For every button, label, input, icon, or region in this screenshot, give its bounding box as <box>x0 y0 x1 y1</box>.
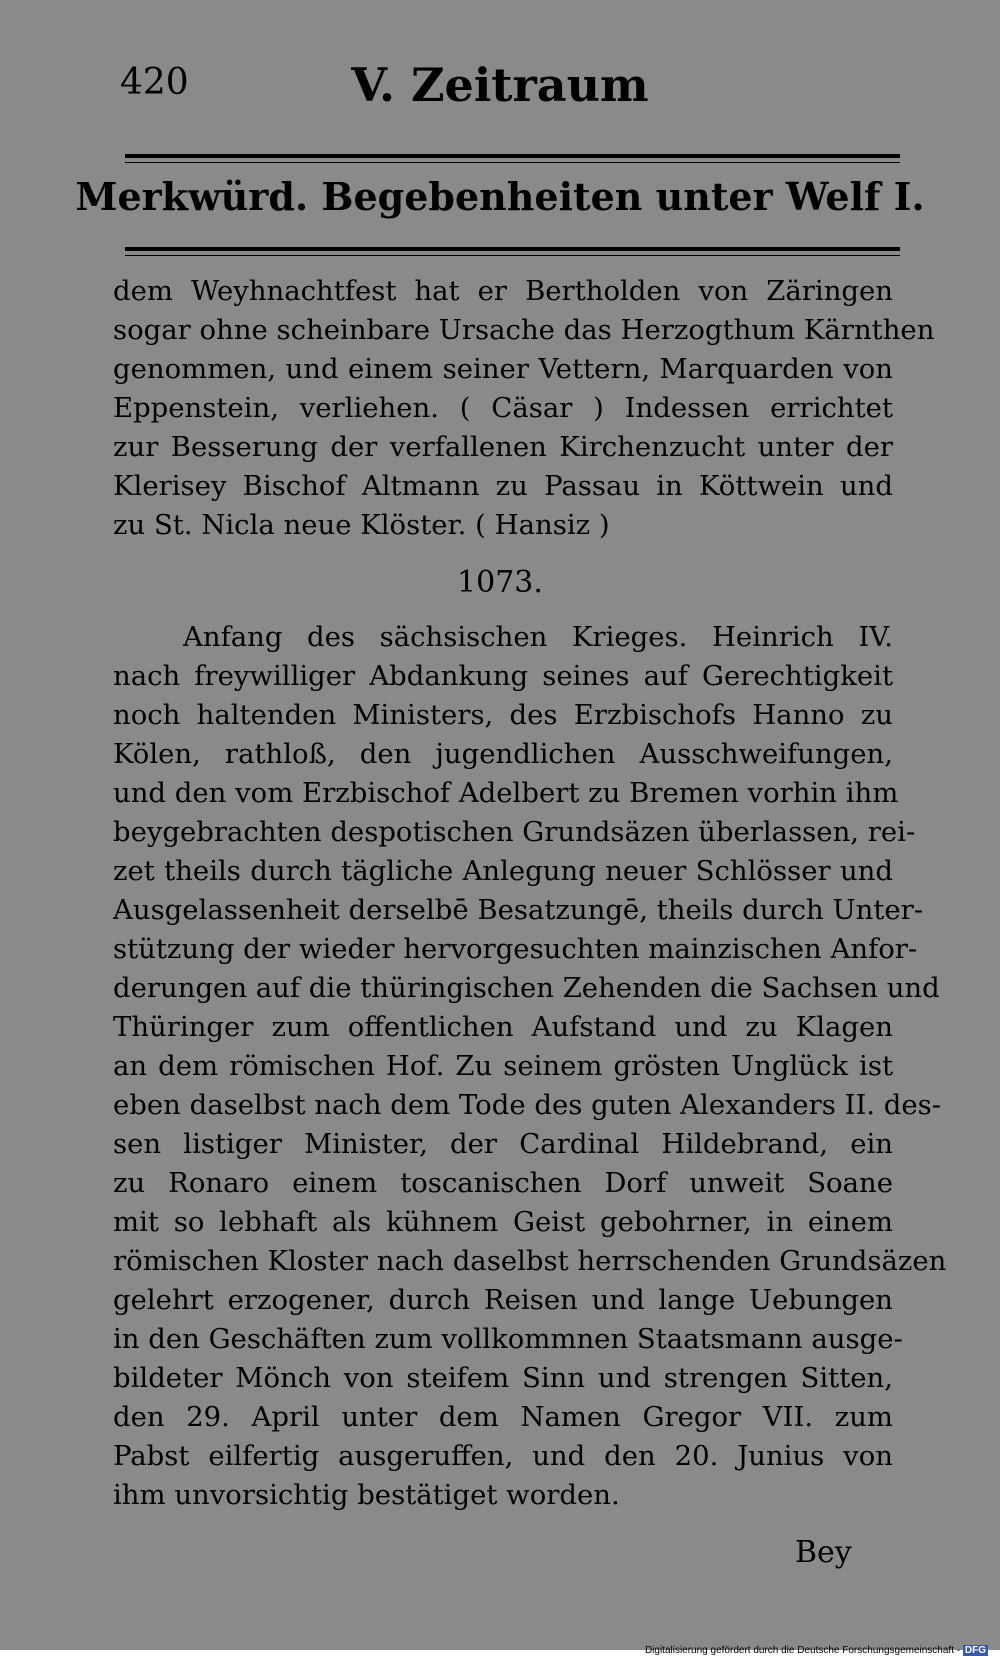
text-line: eben daselbst nach dem Tode des guten Alexanders II. des- <box>113 1089 942 1121</box>
text-line: genommen, und einem seiner Vettern, Marquarden von <box>113 353 893 385</box>
text-line: römischen Kloster nach daselbst herrschenden Grundsäzen <box>113 1245 947 1277</box>
text-line: Kölen, rathloß, den jugendlichen Ausschweifungen, <box>113 738 893 770</box>
text-line: an dem römischen Hof. Zu seinem grösten Unglück ist <box>113 1050 893 1082</box>
text-line: Thüringer zum offentlichen Aufstand und zu Klagen <box>113 1011 893 1043</box>
digitization-credit <box>645 1645 988 1656</box>
bottom-rule <box>125 247 900 251</box>
top-rule-thin <box>125 162 900 163</box>
text-line: zet theils durch tägliche Anlegung neuer Schlösser und <box>113 855 893 887</box>
credit-text: Digitalisierung gefördert durch die Deutsche Forschungsgemeinschaft - <box>644 1645 961 1656</box>
top-rule <box>125 154 900 158</box>
text-line: Eppenstein, verliehen. ( Cäsar ) Indessen errichtet <box>113 392 893 424</box>
catchword: Bey <box>795 1535 852 1570</box>
text-line: dem Weyhnachtfest hat er Bertholden von Zäringen <box>113 275 893 307</box>
text-line: beygebrachten despotischen Grundsäzen überlassen, rei- <box>113 816 916 848</box>
text-line: Pabst eilfertig ausgeruffen, und den 20. Junius von <box>113 1440 893 1472</box>
text-line: in den Geschäften zum vollkommnen Staatsmann ausge- <box>113 1323 903 1355</box>
text-line: den 29. April unter dem Namen Gregor VII. zum <box>113 1401 893 1433</box>
text-line: noch haltenden Ministers, des Erzbischofs Hanno zu <box>113 699 893 731</box>
text-line: ihm unvorsichtig bestätiget worden. <box>113 1479 620 1511</box>
year-heading: 1073. <box>457 565 543 600</box>
text-line: gelehrt erzogener, durch Reisen und lange Uebungen <box>113 1284 893 1316</box>
text-line: bildeter Mönch von steifem Sinn und strengen Sitten, <box>113 1362 893 1394</box>
text-line: sogar ohne scheinbare Ursache das Herzogthum Kärnthen <box>113 314 935 346</box>
page-number: 420 <box>120 62 189 103</box>
text-line: zur Besserung der verfallenen Kirchenzucht unter der <box>113 431 893 463</box>
text-line: zu Ronaro einem toscanischen Dorf unweit Soane <box>113 1167 893 1199</box>
text-line: mit so lebhaft als kühnem Geist gebohrner, in einem <box>113 1206 893 1238</box>
text-line: derungen auf die thüringischen Zehenden die Sachsen und <box>113 972 940 1004</box>
text-line: nach freywilliger Abdankung seines auf Gerechtigkeit <box>113 660 893 692</box>
text-line: Anfang des sächsischen Krieges. Heinrich IV. <box>183 621 893 653</box>
paragraph-1 <box>113 272 935 545</box>
text-line: zu St. Nicla neue Klöster. ( Hansiz ) <box>113 509 610 541</box>
text-line: stützung der wieder hervorgesuchten mainzischen Anfor- <box>113 933 918 965</box>
running-head: V. Zeitraum <box>351 58 649 112</box>
paragraph-2 <box>113 618 947 1515</box>
section-title: Merkwürd. Begebenheiten unter Welf I. <box>75 174 925 219</box>
text-line: sen listiger Minister, der Cardinal Hildebrand, ein <box>113 1128 893 1160</box>
text-line: Ausgelassenheit derselbē Besatzungē, theils durch Unter- <box>113 894 924 926</box>
bottom-rule-thin <box>125 255 900 256</box>
text-line: Klerisey Bischof Altmann zu Passau in Köttwein und <box>113 470 893 502</box>
dfg-logo: DFG <box>964 1645 986 1656</box>
text-line: und den vom Erzbischof Adelbert zu Bremen vorhin ihm <box>113 777 899 809</box>
